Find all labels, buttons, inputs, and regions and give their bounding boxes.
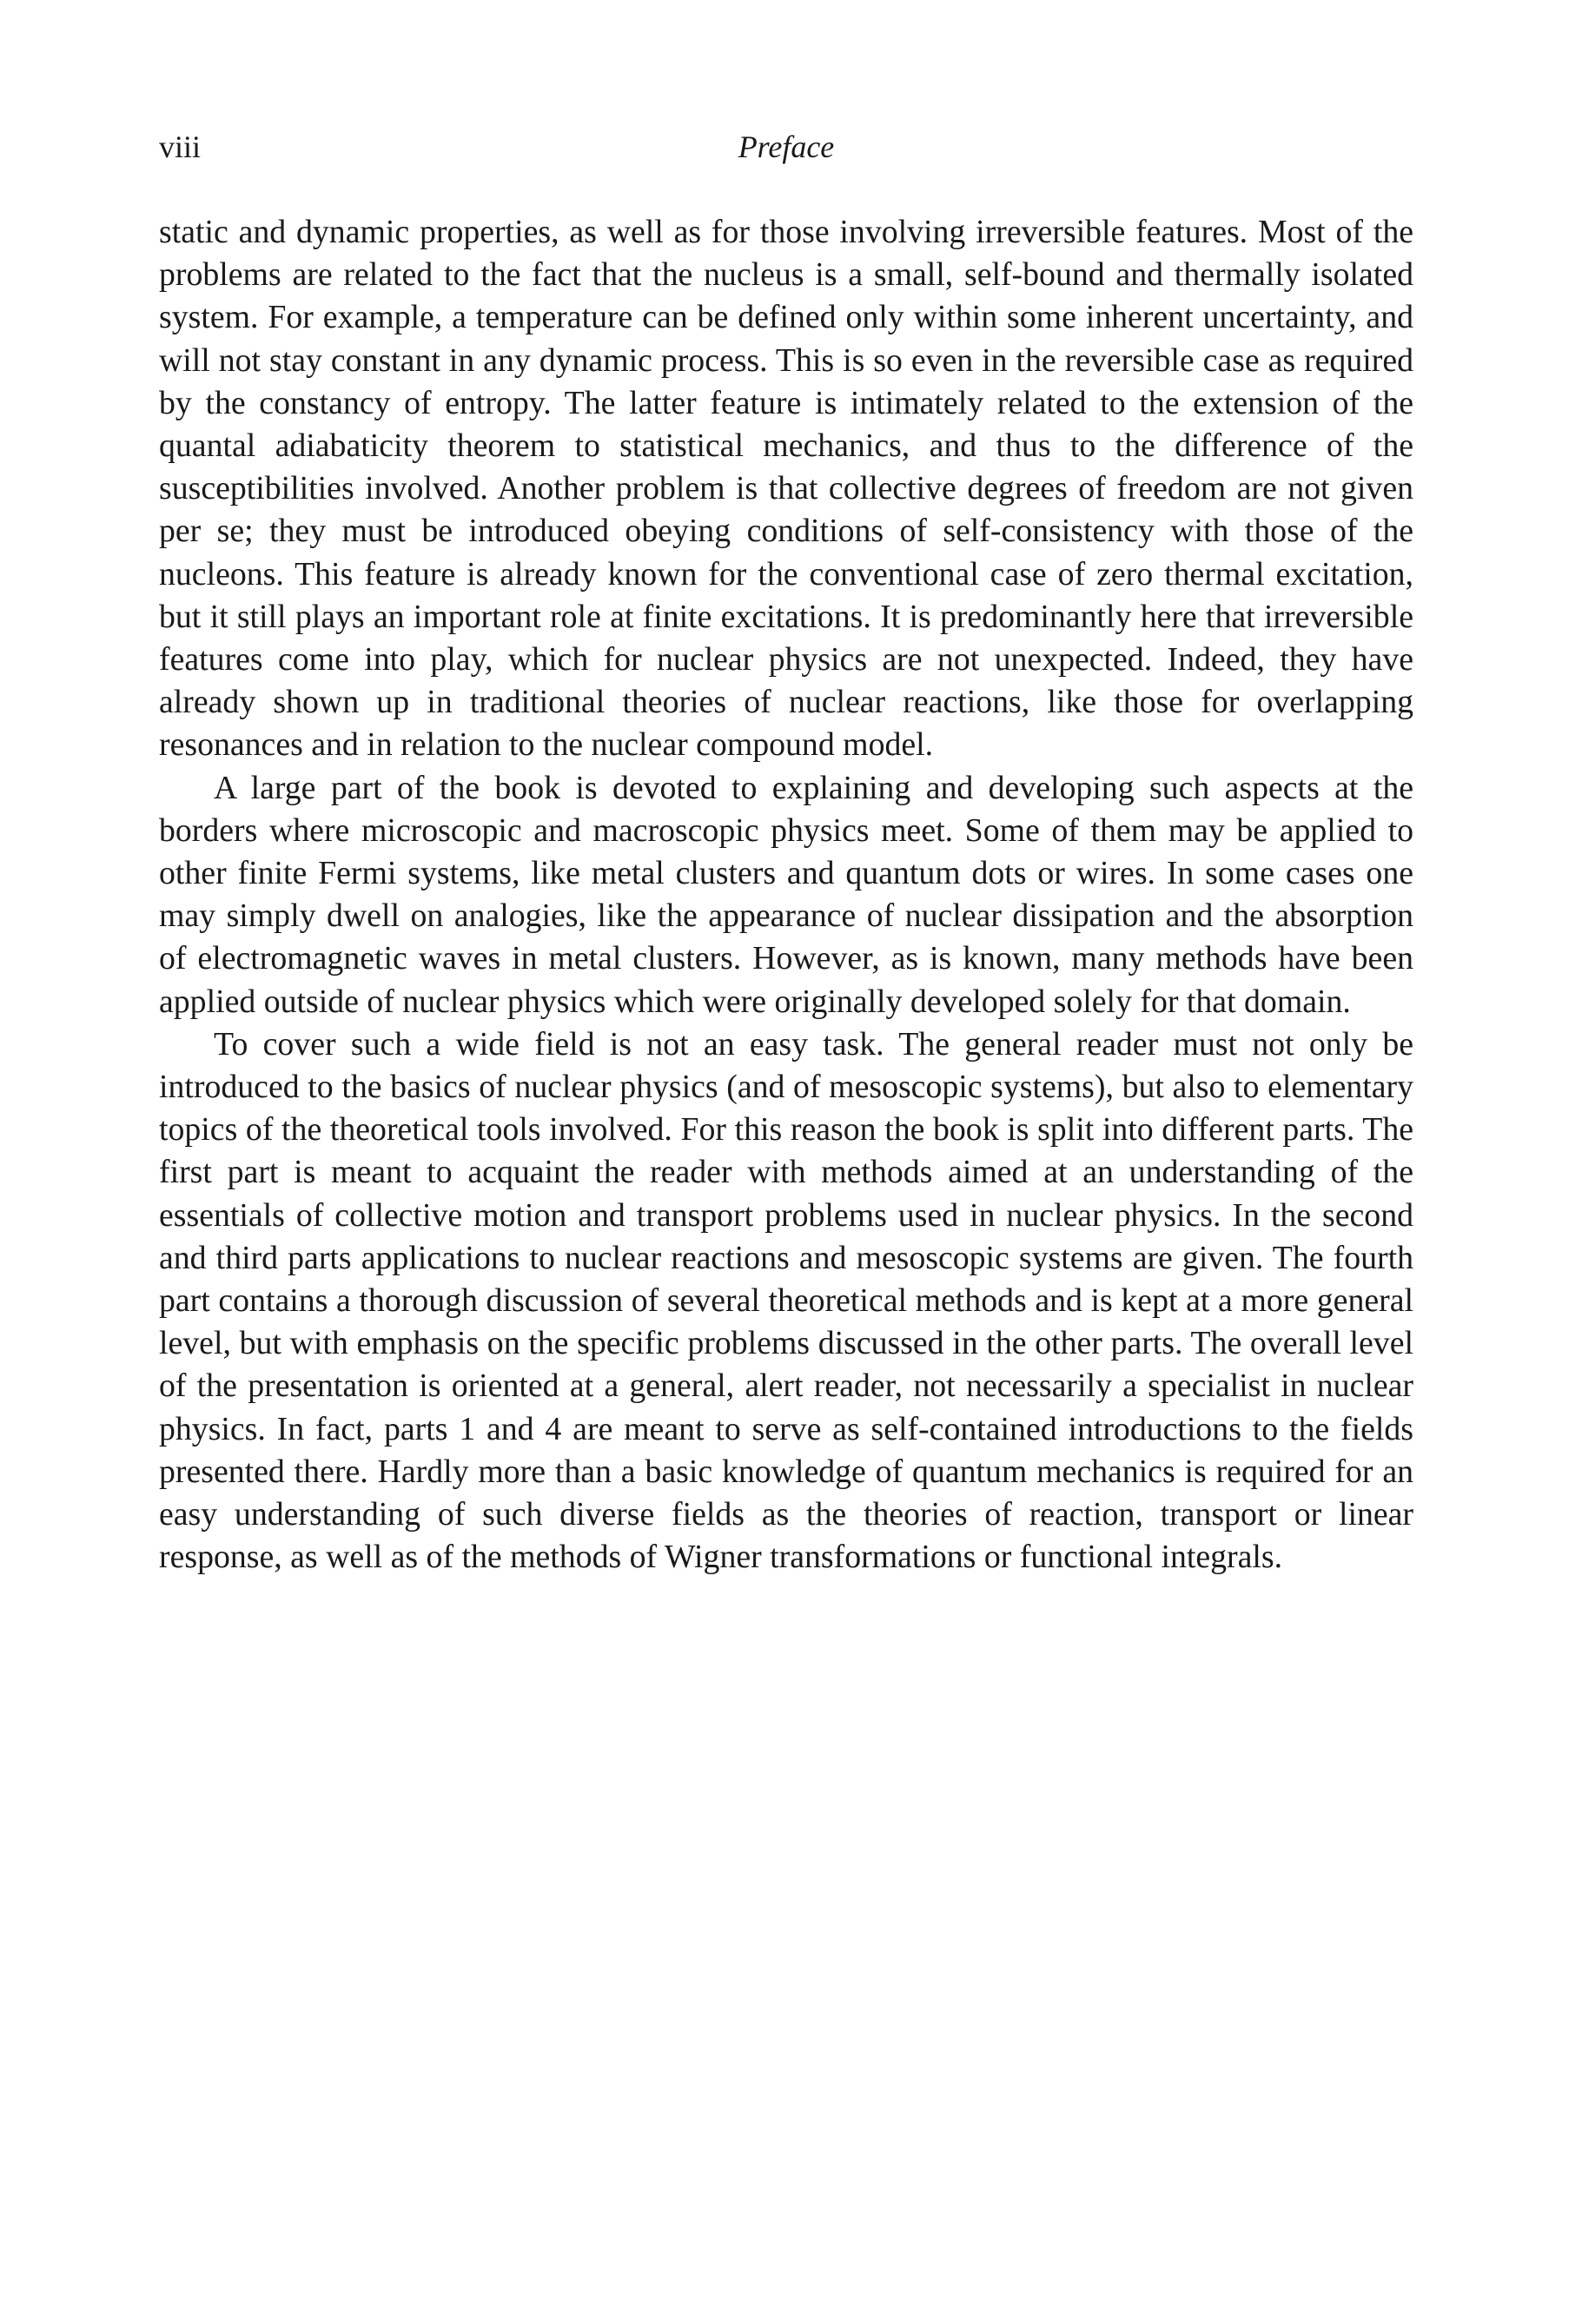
paragraph-2: A large part of the book is devoted to explaining and developing such aspects at the borders where microscopic and macroscopic physics meet. Some of them may be applied to other finite Fermi systems, like metal clusters and quantum dots or wires. In some cases one may simply dwell on analogies, like the appearance of nuclear dissipation and the absorption of electromagnetic waves in metal clusters. However, as is known, many methods have been applied outside of nuclear physics which were originally developed solely for that domain.: [159, 769, 1413, 1020]
page-number: viii: [159, 129, 202, 164]
running-head: Preface: [738, 129, 835, 164]
paragraph-3: To cover such a wide field is not an easy task. The general reader must not only be introduced to the basics of nuclear physics (and of mesoscopic systems), but also to elementary topics of the theoretical tools involved. For this reason the book is split into different parts. The first part is meant to acquaint the reader with methods aimed at an understanding of the essentials of collective motion and transport problems used in nuclear physics. In the second and third parts applications to nuclear reactions and mesoscopic systems are given. The fourth part contains a thorough discussion of several theoretical methods and is kept at a more general level, but with emphasis on the specific problems discussed in the other parts. The overall level of the presentation is oriented at a general, alert reader, not necessarily a specialist in nuclear physics. In fact, parts 1 and 4 are meant to serve as self-contained introductions to the fields presented there. Hardly more than a basic knowledge of quantum mechanics is required for an easy understanding of such diverse fields as the theories of reaction, transport or linear response, as well as of the methods of Wigner transformations or functional integrals.: [159, 1025, 1413, 1576]
paragraph-1: static and dynamic properties, as well as for those involving irreversible features. Most of the problems are related to the fact that the nucleus is a small, self-bound and thermally isolated system. For example, a temperature can be defined only within some inherent uncertainty, and will not stay constant in any dynamic process. This is so even in the reversible case as required by the constancy of entropy. The latter feature is intimately related to the extension of the quantal adiabaticity theorem to statistical mechanics, and thus to the difference of the susceptibilities involved. Another problem is that collective degrees of freedom are not given per se; they must be introduced obeying conditions of self-consistency with those of the nucleons. This feature is already known for the conventional case of zero thermal excitation, but it still plays an important role at finite excitations. It is predominantly here that irreversible features come into play, which for nuclear physics are not unexpected. Indeed, they have already shown up in traditional theories of nuclear reactions, like those for overlapping resonances and in relation to the nuclear compound model.: [159, 214, 1413, 764]
body-text: [159, 211, 1413, 1579]
page-header: [159, 129, 1413, 163]
